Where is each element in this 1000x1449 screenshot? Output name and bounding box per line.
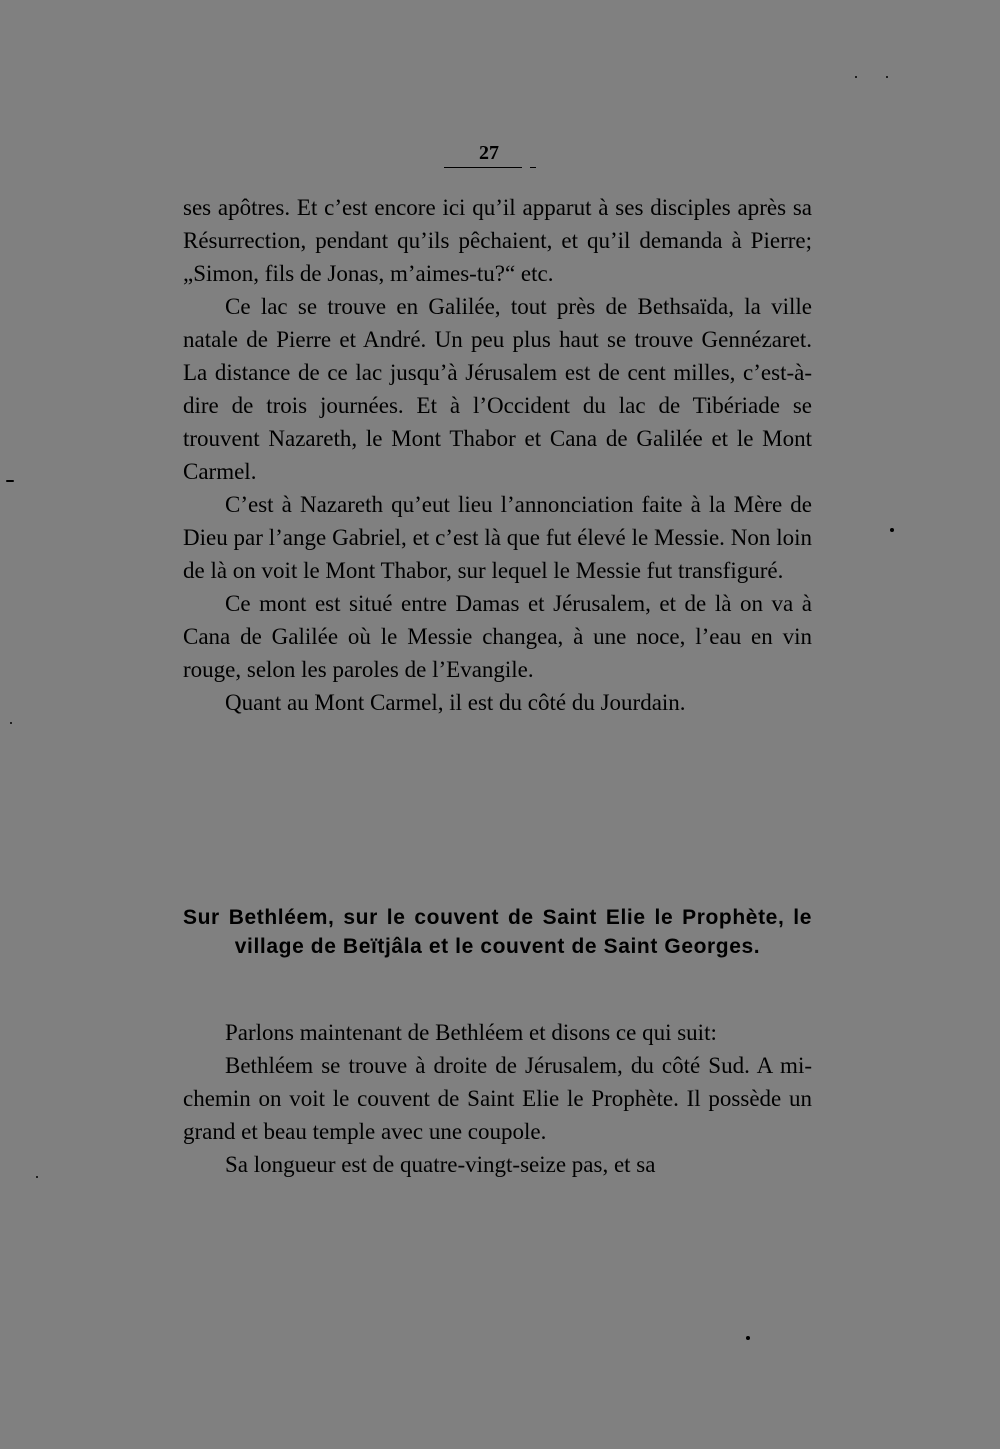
paragraph: C’est à Nazareth qu’eut lieu l’annonciation faite à la Mère de Dieu par l’ange Gabriel, et c’est là que fut élevé le Messie. Non loin de là on voit le Mont Thabor, sur lequel le Messie fut transfiguré. — [183, 492, 812, 583]
section-heading: Sur Bethléem, sur le couvent de Saint Elie le Prophète, le village de Beïtjâla et le couvent de Saint Georges. — [183, 906, 812, 958]
paragraph: Ce mont est situé entre Damas et Jérusalem, et de là on va à Cana de Galilée où le Messie changea, à une noce, l’eau en vin rouge, selon les paroles de l’Evangile. — [183, 591, 812, 682]
page-number-rule — [444, 167, 522, 168]
scan-speck — [6, 480, 14, 482]
body-text-bottom — [183, 1016, 812, 1181]
paragraph: Parlons maintenant de Bethléem et disons ce qui suit: — [225, 1020, 717, 1045]
paragraph: Quant au Mont Carmel, il est du côté du Jourdain. — [225, 690, 686, 715]
page-number-dash — [530, 167, 536, 168]
scan-speck — [886, 76, 888, 78]
scan-speck — [36, 1176, 38, 1178]
body-text-top — [183, 191, 812, 719]
page-number — [444, 141, 534, 165]
scan-speck — [890, 528, 894, 532]
paragraph: Sa longueur est de quatre-vingt-seize pas, et sa — [225, 1152, 656, 1177]
paragraph: Bethléem se trouve à droite de Jérusalem, du côté Sud. A mi-chemin on voit le couvent de Saint Elie le Prophète. Il possède un grand et beau temple avec une coupole. — [183, 1053, 812, 1144]
paragraph: ses apôtres. Et c’est encore ici qu’il apparut à ses disciples après sa Résurrection, pendant qu’ils pêchaient, et qu’il demanda à Pierre; „Simon, fils de Jonas, m’aimes-tu?“ etc. — [183, 195, 812, 286]
paragraph: Ce lac se trouve en Galilée, tout près de Bethsaïda, la ville natale de Pierre et André. Un peu plus haut se trouve Gennézaret. La distance de ce lac jusqu’à Jérusalem est de cent milles, c’est-à-dire de trois journées. Et à l’Occident du lac de Tibériade se trouvent Nazareth, le Mont Thabor et Cana de Galilée et le Mont Carmel. — [183, 294, 812, 484]
page-number-text: 27 — [479, 142, 499, 164]
scan-speck — [746, 1336, 750, 1340]
scan-speck — [855, 76, 857, 78]
scan-speck — [10, 722, 12, 724]
